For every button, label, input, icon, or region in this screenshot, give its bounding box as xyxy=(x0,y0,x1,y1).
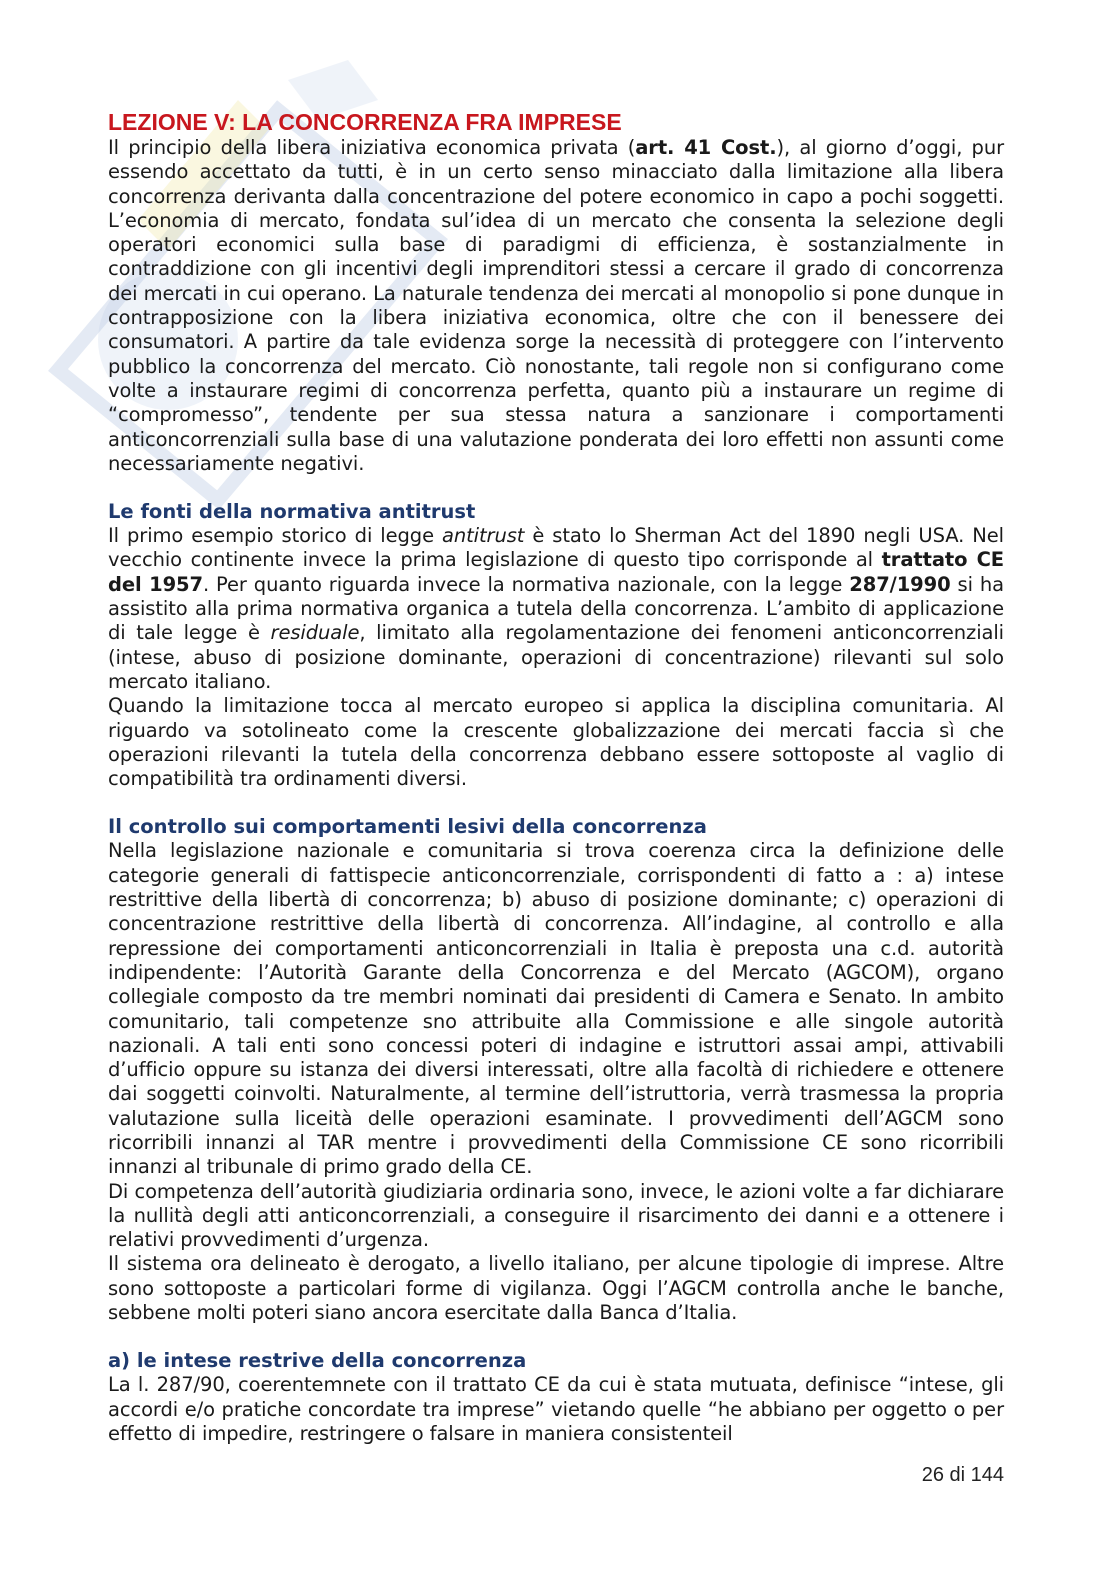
section-heading-agreements: a) le intese restrive della concorrenza xyxy=(108,1349,527,1373)
sources-text-g: si ha assistito alla prima normativa organica a tutela della concorrenza. L’ambito di applicazione di tale legge è xyxy=(108,572,1004,645)
sources-antitrust-term: antitrust xyxy=(442,524,525,548)
page-content xyxy=(108,108,1004,1446)
page-number: 26 di 144 xyxy=(921,1464,1004,1486)
sources-residual-term: residuale xyxy=(270,621,360,645)
intro-text-c: ), al giorno d’oggi, pur essendo accettato da tutti, è in un certo senso minacciato dalla limitazione alla libera concorrenza derivanta dalla concentrazione del potere economico in capo a pochi soggetti. L’economia di mercato, fondata sul’idea di un mercato che consenta la selezione degli operatori economici sulla base di paradigmi di efficienza, è sostanzialmente in contraddizione con gli incentivi degli imprenditori stessi a cercare il grado di concorrenza dei mercati in cui operano. La naturale tendenza dei mercati al monopolio si pone dunque in contrapposizione con la libera iniziativa economica, oltre che con il benessere dei consumatori. A partire da tale evidenza sorge la necessità di proteggere con l’intervento pubblico la concorrenza del mercato. Ciò nonostante, tali regole non si configurano come volte a instaurare regimi di concorrenza perfetta, quanto più a instaurare un regime di “compromesso”, tendente per sua stessa natura a sanzionare i comportamenti anticoncorrenziali sulla base di una valutazione ponderata dei loro effetti non assunti come necessariamente negativi. xyxy=(108,136,1004,475)
control-paragraph-1: Nella legislazione nazionale e comunitaria si trova coerenza circa la definizione delle categorie generali di fattispecie anticoncorrenziale, corrispondenti di fatto a : a) intese restrittive della libertà di concorrenza; b) abuso di posizione dominante; c) operazioni di concentrazione restrittive della libertà di concorrenza. All’indagine, al controllo e alla repressione dei comportamenti anticoncorrenziali in Italia è preposta una c.d. autorità indipendente: l’Autorità Garante della Concorrenza e del Mercato (AGCOM), organo collegiale composto da tre membri nominati dai presidenti di Camera e Senato. In ambito comunitario, tali competenze sno attribuite alla Commissione e alle singole autorità nazionali. A tali enti sono concessi poteri di indagine e istruttori assai ampi, attivabili d’ufficio oppure su istanza dei diversi interessati, oltre alla facoltà di richiedere e ottenere dai soggetti coinvolti. Naturalmente, al termine dell’istruttoria, verrà trasmessa la propria valutazione sulla liceità delle operazioni esaminate. I provvedimenti dell’AGCM sono ricorribili innanzi al TAR mentre i provvedimenti della Commissione CE sono ricorribili innanzi al tribunale di primo grado della CE. xyxy=(108,839,1004,1179)
sources-text-a: Il primo esempio storico di legge xyxy=(108,524,443,548)
intro-citation: art. 41 Cost. xyxy=(635,136,777,159)
control-paragraph-2: Di competenza dell’autorità giudiziaria ordinaria sono, invece, le azioni volte a far dichiarare la nullità degli atti anticoncorrenziali, a conseguire il risarcimento dei danni e a ottenere i relativi provvedimenti d’urgenza. xyxy=(108,1179,1004,1252)
sources-text-i: , limitato alla regolamentazione dei fenomeni anticoncorrenziali (intese, abuso di posizione dominante, operazioni di concentrazione) rilevanti sul solo mercato italiano. xyxy=(108,621,1004,693)
sources-paragraph-1 xyxy=(108,524,1004,694)
intro-text-a: Il principio della libera iniziativa economica privata ( xyxy=(108,136,636,159)
sources-text-c: è stato lo Sherman Act del 1890 negli USA. Nel vecchio continente invece la prima legislazione di questo tipo corrisponde al xyxy=(108,524,1004,572)
sources-law-number: 287/1990 xyxy=(849,572,951,596)
page-title: LEZIONE V: LA CONCORRENZA FRA IMPRESE xyxy=(108,109,622,135)
section-heading-control: Il controllo sui comportamenti lesivi della concorrenza xyxy=(108,815,707,839)
control-paragraph-3: Il sistema ora delineato è derogato, a livello italiano, per alcune tipologie di imprese. Altre sono sottoposte a particolari forme di vigilanza. Oggi l’AGCM controlla anche le banche, sebbene molti poteri siano ancora esercitate dalla Banca d’Italia. xyxy=(108,1252,1004,1325)
intro-paragraph xyxy=(108,136,1004,476)
section-heading-sources: Le fonti della normativa antitrust xyxy=(108,500,476,524)
sources-treaty: trattato CE del 1957 xyxy=(108,548,1004,596)
sources-text-e: . Per quanto riguarda invece la normativa nazionale, con la legge xyxy=(203,572,850,596)
sources-paragraph-2: Quando la limitazione tocca al mercato europeo si applica la disciplina comunitaria. Al riguardo va sotolineato come la crescente globalizzazione dei mercati faccia sì che operazioni rilevanti la tutela della concorrenza debbano essere sottoposte al vaglio di compatibilità tra ordinamenti diversi. xyxy=(108,694,1004,791)
agreements-paragraph-1: La l. 287/90, coerentemnete con il trattato CE da cui è stata mutuata, definisce “intese, gli accordi e/o pratiche concordate tra imprese” vietando quelle “he abbiano per oggetto o per effetto di impedire, restringere o falsare in maniera consistenteil xyxy=(108,1373,1004,1445)
